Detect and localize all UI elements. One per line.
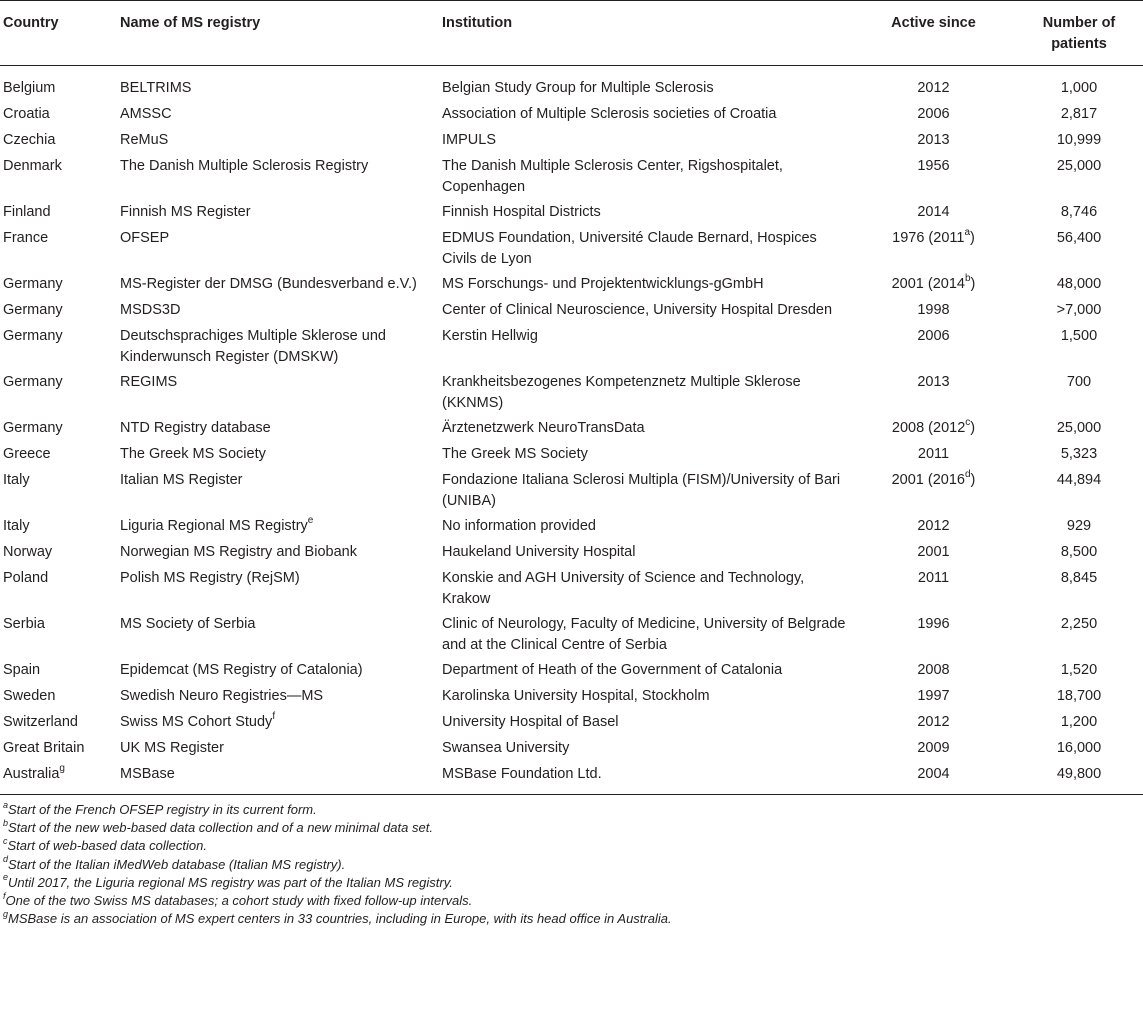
country-text: Norway (3, 544, 53, 560)
cell-active-since (852, 272, 1015, 298)
registry-name-text: BELTRIMS (120, 80, 192, 96)
country-text: Sweden (3, 688, 56, 704)
footnote-marker: g (59, 763, 65, 775)
registry-name-text: Epidemcat (MS Registry of Catalonia) (120, 662, 363, 678)
institution-text: Karolinska University Hospital, Stockholm (442, 688, 710, 704)
country-text: Germany (3, 302, 63, 318)
cell-number-of-patients (1015, 272, 1143, 298)
patients-text: 1,000 (1060, 80, 1098, 96)
table-header (0, 1, 1143, 66)
table-row (0, 324, 1143, 370)
cell-active-since (852, 762, 1015, 795)
cell-country (0, 200, 120, 226)
header-row (0, 1, 1143, 66)
active-since-text: 2013 (917, 132, 950, 148)
cell-number-of-patients (1015, 226, 1143, 272)
footnote-marker: f (272, 711, 276, 723)
institution-text: MSBase Foundation Ltd. (442, 766, 602, 782)
cell-active-since (852, 226, 1015, 272)
patients-text: 10,999 (1056, 132, 1102, 148)
registry-name-text: MSDS3D (120, 302, 181, 318)
cell-institution (442, 66, 852, 103)
patients-text: 8,845 (1060, 570, 1098, 586)
institution-text: Fondazione Italiana Sclerosi Multipla (FISM)/University of Bari (UNIBA) (442, 472, 841, 509)
registry-name-text: UK MS Register (120, 740, 224, 756)
footnotes (0, 795, 1143, 928)
footnote-mark: b (3, 817, 9, 828)
cell-institution (442, 128, 852, 154)
patients-text: >7,000 (1056, 302, 1102, 318)
cell-country (0, 66, 120, 103)
footnote-text: One of the two Swiss MS databases; a cohort study with fixed follow-up intervals. (5, 893, 473, 909)
institution-text: MS Forschungs- und Projektentwicklungs-gGmbH (442, 276, 764, 292)
cell-institution (442, 226, 852, 272)
header-country: Country (0, 1, 120, 66)
cell-institution (442, 566, 852, 612)
cell-registry-name (120, 566, 442, 612)
footnote-mark: d (3, 854, 9, 865)
country-text: Italy (3, 518, 30, 534)
country-text: Czechia (3, 132, 56, 148)
active-since-text: 2009 (917, 740, 950, 756)
country-text: Croatia (3, 106, 50, 122)
header-active-since: Active since (852, 1, 1015, 66)
patients-text: 25,000 (1056, 158, 1102, 174)
cell-registry-name (120, 468, 442, 514)
active-since-text: 2004 (917, 766, 950, 782)
footnote (3, 801, 1143, 819)
cell-active-since (852, 468, 1015, 514)
table-row (0, 612, 1143, 658)
active-since-text: 1996 (917, 616, 950, 632)
cell-number-of-patients (1015, 540, 1143, 566)
footnote-marker: e (307, 515, 314, 527)
table-row (0, 514, 1143, 540)
table-row (0, 128, 1143, 154)
table-row (0, 272, 1143, 298)
cell-number-of-patients (1015, 736, 1143, 762)
cell-institution (442, 154, 852, 200)
header-patients-line1: Number of (1042, 15, 1116, 31)
cell-number-of-patients (1015, 514, 1143, 540)
patients-text: 2,250 (1060, 616, 1098, 632)
country-text: Belgium (3, 80, 56, 96)
institution-text: Haukeland University Hospital (442, 544, 636, 560)
institution-text: University Hospital of Basel (442, 714, 619, 730)
cell-country (0, 710, 120, 736)
cell-number-of-patients (1015, 66, 1143, 103)
patients-text: 5,323 (1060, 446, 1098, 462)
cell-country (0, 154, 120, 200)
cell-registry-name (120, 298, 442, 324)
cell-registry-name (120, 540, 442, 566)
footnote (3, 892, 1143, 910)
patients-text: 1,520 (1060, 662, 1098, 678)
cell-registry-name (120, 272, 442, 298)
footnote-marker: b (964, 273, 971, 285)
patients-text: 56,400 (1056, 230, 1102, 246)
cell-institution (442, 710, 852, 736)
institution-text: Konskie and AGH University of Science and Technology, Krakow (442, 570, 805, 607)
institution-text: Swansea University (442, 740, 570, 756)
table-row (0, 102, 1143, 128)
cell-active-since (852, 370, 1015, 416)
patients-text: 1,200 (1060, 714, 1098, 730)
footnote-mark: a (3, 799, 9, 810)
cell-active-since (852, 128, 1015, 154)
country-text: Australia (3, 766, 60, 782)
cell-active-since (852, 442, 1015, 468)
table-row (0, 370, 1143, 416)
cell-active-since (852, 200, 1015, 226)
header-patients-line2: patients (1051, 36, 1107, 52)
cell-institution (442, 540, 852, 566)
cell-country (0, 298, 120, 324)
cell-country (0, 468, 120, 514)
footnote-text: Start of the new web-based data collection and of a new minimal data set. (8, 820, 433, 836)
footnote (3, 819, 1143, 837)
cell-registry-name (120, 154, 442, 200)
footnote-marker: c (965, 417, 971, 429)
cell-country (0, 658, 120, 684)
cell-number-of-patients (1015, 416, 1143, 442)
footnote (3, 874, 1143, 892)
registry-name-text: MS-Register der DMSG (Bundesverband e.V.) (120, 276, 417, 292)
cell-number-of-patients (1015, 442, 1143, 468)
registry-name-text: ReMuS (120, 132, 169, 148)
cell-number-of-patients (1015, 566, 1143, 612)
country-text: Spain (3, 662, 41, 678)
institution-text: Department of Heath of the Government of Catalonia (442, 662, 783, 678)
footnote (3, 910, 1143, 928)
cell-active-since (852, 154, 1015, 200)
footnote-mark: e (3, 872, 9, 883)
registry-name-text: AMSSC (120, 106, 172, 122)
cell-registry-name (120, 762, 442, 795)
patients-text: 16,000 (1056, 740, 1102, 756)
registry-name-text: Liguria Regional MS Registry (120, 518, 308, 534)
cell-active-since (852, 710, 1015, 736)
country-text: France (3, 230, 49, 246)
cell-institution (442, 442, 852, 468)
cell-country (0, 324, 120, 370)
active-since-text: 2008 (917, 662, 950, 678)
active-since-text: 1976 (2011 (892, 230, 965, 246)
cell-active-since (852, 540, 1015, 566)
table-row (0, 658, 1143, 684)
cell-institution (442, 102, 852, 128)
cell-institution (442, 298, 852, 324)
table-row (0, 298, 1143, 324)
cell-institution (442, 272, 852, 298)
cell-country (0, 736, 120, 762)
cell-institution (442, 658, 852, 684)
active-since-text: 2001 (2014 (891, 276, 965, 292)
footnote (3, 856, 1143, 874)
country-text: Finland (3, 204, 51, 220)
footnote-text: Until 2017, the Liguria regional MS registry was part of the Italian MS registry. (8, 874, 453, 890)
cell-registry-name (120, 128, 442, 154)
registry-name-text: NTD Registry database (120, 420, 271, 436)
cell-registry-name (120, 612, 442, 658)
table-row (0, 154, 1143, 200)
cell-country (0, 416, 120, 442)
registry-name-text: Polish MS Registry (RejSM) (120, 570, 300, 586)
cell-active-since (852, 102, 1015, 128)
registry-name-text: Italian MS Register (120, 472, 243, 488)
cell-registry-name (120, 324, 442, 370)
footnote-text: Start of web-based data collection. (7, 838, 207, 854)
footnote-text: Start of the Italian iMedWeb database (Italian MS registry). (8, 856, 346, 872)
patients-text: 18,700 (1056, 688, 1102, 704)
cell-country (0, 102, 120, 128)
patients-text: 25,000 (1056, 420, 1102, 436)
registry-name-text: MS Society of Serbia (120, 616, 256, 632)
registry-name-text: The Greek MS Society (120, 446, 266, 462)
registry-name-text: Deutschsprachiges Multiple Sklerose und Kinderwunsch Register (DMSKW) (120, 328, 386, 365)
active-since-text: 1997 (917, 688, 950, 704)
cell-registry-name (120, 514, 442, 540)
institution-text: IMPULS (442, 132, 496, 148)
table-row (0, 762, 1143, 795)
active-since-close: ) (970, 420, 976, 436)
institution-text: Kerstin Hellwig (442, 328, 538, 344)
active-since-text: 2012 (917, 80, 950, 96)
table-row (0, 540, 1143, 566)
cell-institution (442, 468, 852, 514)
cell-institution (442, 324, 852, 370)
cell-institution (442, 736, 852, 762)
cell-active-since (852, 612, 1015, 658)
cell-active-since (852, 416, 1015, 442)
institution-text: EDMUS Foundation, Université Claude Bernard, Hospices Civils de Lyon (442, 230, 817, 267)
table-row (0, 736, 1143, 762)
registry-name-text: Swiss MS Cohort Study (120, 714, 273, 730)
country-text: Greece (3, 446, 51, 462)
cell-number-of-patients (1015, 762, 1143, 795)
active-since-text: 2001 (2016 (891, 472, 965, 488)
cell-active-since (852, 324, 1015, 370)
country-text: Germany (3, 328, 63, 344)
cell-number-of-patients (1015, 298, 1143, 324)
cell-country (0, 442, 120, 468)
active-since-text: 1956 (917, 158, 950, 174)
cell-country (0, 540, 120, 566)
patients-text: 49,800 (1056, 766, 1102, 782)
active-since-text: 1998 (917, 302, 950, 318)
header-institution: Institution (442, 1, 852, 66)
active-since-text: 2001 (917, 544, 950, 560)
cell-institution (442, 514, 852, 540)
cell-institution (442, 612, 852, 658)
patients-text: 8,746 (1060, 204, 1098, 220)
table-row (0, 200, 1143, 226)
cell-country (0, 566, 120, 612)
registry-name-text: MSBase (120, 766, 175, 782)
institution-text: Ärztenetzwerk NeuroTransData (442, 420, 645, 436)
active-since-text: 2006 (917, 328, 950, 344)
institution-text: Center of Clinical Neuroscience, University Hospital Dresden (442, 302, 833, 318)
patients-text: 2,817 (1060, 106, 1098, 122)
table-row (0, 226, 1143, 272)
country-text: Italy (3, 472, 30, 488)
header-registry-name: Name of MS registry (120, 1, 442, 66)
active-since-text: 2008 (2012 (891, 420, 966, 436)
cell-active-since (852, 566, 1015, 612)
cell-country (0, 128, 120, 154)
country-text: Serbia (3, 616, 45, 632)
active-since-text: 2012 (917, 714, 950, 730)
institution-text: Clinic of Neurology, Faculty of Medicine, University of Belgrade and at the Clinical Centre of Serbia (442, 616, 846, 653)
footnote-mark: c (3, 836, 8, 847)
cell-registry-name (120, 736, 442, 762)
cell-registry-name (120, 226, 442, 272)
cell-number-of-patients (1015, 710, 1143, 736)
table-row (0, 684, 1143, 710)
patients-text: 1,500 (1060, 328, 1098, 344)
footnote-marker: d (964, 469, 971, 481)
cell-country (0, 612, 120, 658)
cell-number-of-patients (1015, 612, 1143, 658)
cell-registry-name (120, 710, 442, 736)
cell-institution (442, 370, 852, 416)
cell-active-since (852, 658, 1015, 684)
table-row (0, 416, 1143, 442)
cell-active-since (852, 684, 1015, 710)
patients-text: 700 (1066, 374, 1092, 390)
institution-text: No information provided (442, 518, 596, 534)
table-row (0, 66, 1143, 103)
active-since-text: 2011 (917, 446, 950, 462)
active-since-text: 2013 (917, 374, 950, 390)
table-row (0, 442, 1143, 468)
cell-number-of-patients (1015, 154, 1143, 200)
active-since-close: ) (970, 472, 976, 488)
header-number-of-patients (1015, 1, 1143, 66)
cell-registry-name (120, 416, 442, 442)
cell-number-of-patients (1015, 658, 1143, 684)
institution-text: The Greek MS Society (442, 446, 588, 462)
footnote-mark: g (3, 908, 9, 919)
patients-text: 929 (1066, 518, 1092, 534)
institution-text: Belgian Study Group for Multiple Sclerosis (442, 80, 714, 96)
cell-country (0, 514, 120, 540)
institution-text: Krankheitsbezogenes Kompetenznetz Multiple Sklerose (KKNMS) (442, 374, 801, 411)
registry-name-text: OFSEP (120, 230, 170, 246)
cell-registry-name (120, 658, 442, 684)
country-text: Germany (3, 420, 63, 436)
registry-name-text: The Danish Multiple Sclerosis Registry (120, 158, 369, 174)
country-text: Switzerland (3, 714, 78, 730)
cell-registry-name (120, 370, 442, 416)
patients-text: 8,500 (1060, 544, 1098, 560)
cell-active-since (852, 66, 1015, 103)
cell-registry-name (120, 102, 442, 128)
cell-number-of-patients (1015, 102, 1143, 128)
active-since-close: ) (970, 276, 976, 292)
cell-country (0, 226, 120, 272)
cell-country (0, 684, 120, 710)
registry-name-text: Swedish Neuro Registries—MS (120, 688, 324, 704)
registry-name-text: Finnish MS Register (120, 204, 251, 220)
table-row (0, 566, 1143, 612)
active-since-close: ) (970, 230, 975, 246)
cell-active-since (852, 736, 1015, 762)
cell-number-of-patients (1015, 128, 1143, 154)
cell-institution (442, 416, 852, 442)
cell-country (0, 272, 120, 298)
country-text: Denmark (3, 158, 62, 174)
table-row (0, 468, 1143, 514)
registry-name-text: Norwegian MS Registry and Biobank (120, 544, 357, 560)
cell-institution (442, 200, 852, 226)
patients-text: 48,000 (1056, 276, 1102, 292)
cell-institution (442, 762, 852, 795)
cell-number-of-patients (1015, 200, 1143, 226)
country-text: Great Britain (3, 740, 85, 756)
active-since-text: 2011 (917, 570, 950, 586)
cell-number-of-patients (1015, 370, 1143, 416)
footnote-text: MSBase is an association of MS expert centers in 33 countries, including in Europe, with its head office in Australia. (8, 911, 672, 927)
footnote-mark: f (3, 890, 6, 901)
cell-number-of-patients (1015, 324, 1143, 370)
country-text: Germany (3, 374, 63, 390)
country-text: Germany (3, 276, 63, 292)
cell-institution (442, 684, 852, 710)
cell-country (0, 762, 120, 795)
footnote-marker: a (964, 227, 970, 239)
cell-number-of-patients (1015, 684, 1143, 710)
table-row (0, 710, 1143, 736)
footnote-text: Start of the French OFSEP registry in its current form. (8, 802, 317, 817)
active-since-text: 2012 (917, 518, 950, 534)
active-since-text: 2006 (917, 106, 950, 122)
registry-name-text: REGIMS (120, 374, 178, 390)
cell-registry-name (120, 684, 442, 710)
cell-country (0, 370, 120, 416)
institution-text: The Danish Multiple Sclerosis Center, Rigshospitalet, Copenhagen (442, 158, 783, 195)
cell-registry-name (120, 442, 442, 468)
table-body (0, 66, 1143, 795)
footnote (3, 837, 1143, 855)
cell-number-of-patients (1015, 468, 1143, 514)
cell-registry-name (120, 200, 442, 226)
country-text: Poland (3, 570, 49, 586)
cell-active-since (852, 298, 1015, 324)
patients-text: 44,894 (1056, 472, 1102, 488)
institution-text: Association of Multiple Sclerosis societies of Croatia (442, 106, 777, 122)
institution-text: Finnish Hospital Districts (442, 204, 601, 220)
active-since-text: 2014 (917, 204, 950, 220)
cell-registry-name (120, 66, 442, 103)
cell-active-since (852, 514, 1015, 540)
